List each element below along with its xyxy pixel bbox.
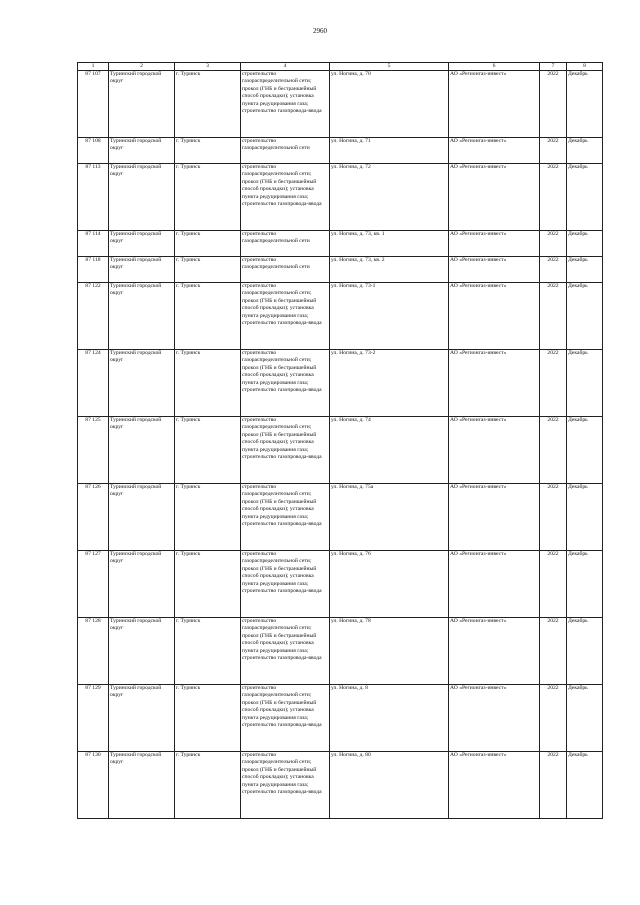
district-name: Туринский городской округ [109, 618, 175, 685]
object-address: ул. Ногина, д. 74 [330, 417, 449, 484]
row-number: 87 107 [78, 71, 109, 138]
settlement-name: г. Туринск [175, 257, 241, 283]
district-name: Туринский городской округ [109, 417, 175, 484]
completion-year: 2022 [540, 685, 567, 752]
completion-month: Декабрь [567, 618, 603, 685]
district-name: Туринский городской округ [109, 484, 175, 551]
completion-year: 2022 [540, 350, 567, 417]
work-description: строительство газораспределительной сети; прокол (ГНБ и бестраншейный способ прокладки); установка пункта редуцирования газа; строительство газопровода-ввода [241, 71, 330, 138]
object-address: ул. Ногина, д. 71 [330, 138, 449, 164]
completion-year: 2022 [540, 484, 567, 551]
column-number: 4 [241, 63, 330, 71]
work-description: строительство газораспределительной сети; прокол (ГНБ и бестраншейный способ прокладки); установка пункта редуцирования газа; строительство газопровода-ввода [241, 618, 330, 685]
executing-organization: АО «Регионгаз-инвест» [449, 551, 540, 618]
district-name: Туринский городской округ [109, 350, 175, 417]
settlement-name: г. Туринск [175, 71, 241, 138]
work-description: строительство газораспределительной сети; прокол (ГНБ и бестраншейный способ прокладки); установка пункта редуцирования газа; строительство газопровода-ввода [241, 484, 330, 551]
object-address: ул. Ногина, д. 73, кв. 2 [330, 257, 449, 283]
column-number: 6 [449, 63, 540, 71]
executing-organization: АО «Регионгаз-инвест» [449, 685, 540, 752]
column-number: 7 [540, 63, 567, 71]
settlement-name: г. Туринск [175, 350, 241, 417]
executing-organization: АО «Регионгаз-инвест» [449, 618, 540, 685]
table-row [78, 71, 603, 138]
object-address: ул. Ногина, д. 80 [330, 752, 449, 819]
row-number: 87 128 [78, 618, 109, 685]
completion-month: Декабрь [567, 71, 603, 138]
executing-organization: АО «Регионгаз-инвест» [449, 350, 540, 417]
object-address: ул. Ногина, д. 72 [330, 164, 449, 231]
district-name: Туринский городской округ [109, 551, 175, 618]
row-number: 87 108 [78, 138, 109, 164]
work-description: строительство газораспределительной сети; прокол (ГНБ и бестраншейный способ прокладки); установка пункта редуцирования газа; строительство газопровода-ввода [241, 164, 330, 231]
row-number: 87 127 [78, 551, 109, 618]
settlement-name: г. Туринск [175, 484, 241, 551]
settlement-name: г. Туринск [175, 752, 241, 819]
executing-organization: АО «Регионгаз-инвест» [449, 71, 540, 138]
district-name: Туринский городской округ [109, 685, 175, 752]
completion-year: 2022 [540, 71, 567, 138]
table-row [78, 138, 603, 164]
row-number: 87 125 [78, 417, 109, 484]
completion-month: Декабрь [567, 752, 603, 819]
completion-year: 2022 [540, 752, 567, 819]
row-number: 87 129 [78, 685, 109, 752]
work-description: строительство газораспределительной сети; прокол (ГНБ и бестраншейный способ прокладки); установка пункта редуцирования газа; строительство газопровода-ввода [241, 551, 330, 618]
executing-organization: АО «Регионгаз-инвест» [449, 257, 540, 283]
object-address: ул. Ногина, д. 76 [330, 551, 449, 618]
object-address: ул. Ногина, д. 73-2 [330, 350, 449, 417]
settlement-name: г. Туринск [175, 551, 241, 618]
object-address: ул. Ногина, д. 73, кв. 1 [330, 231, 449, 257]
completion-year: 2022 [540, 164, 567, 231]
work-description: строительство газораспределительной сети; прокол (ГНБ и бестраншейный способ прокладки); установка пункта редуцирования газа; строительство газопровода-ввода [241, 685, 330, 752]
completion-year: 2022 [540, 257, 567, 283]
completion-month: Декабрь [567, 283, 603, 350]
district-name: Туринский городской округ [109, 231, 175, 257]
district-name: Туринский городской округ [109, 138, 175, 164]
row-number: 87 113 [78, 164, 109, 231]
table-row [78, 551, 603, 618]
executing-organization: АО «Регионгаз-инвест» [449, 752, 540, 819]
object-address: ул. Ногина, д. 70 [330, 71, 449, 138]
completion-year: 2022 [540, 618, 567, 685]
settlement-name: г. Туринск [175, 685, 241, 752]
completion-month: Декабрь [567, 257, 603, 283]
district-name: Туринский городской округ [109, 752, 175, 819]
executing-organization: АО «Регионгаз-инвест» [449, 417, 540, 484]
table-row [78, 164, 603, 231]
completion-month: Декабрь [567, 164, 603, 231]
object-address: ул. Ногина, д. 8 [330, 685, 449, 752]
table-row [78, 231, 603, 257]
executing-organization: АО «Регионгаз-инвест» [449, 231, 540, 257]
completion-month: Декабрь [567, 350, 603, 417]
settlement-name: г. Туринск [175, 618, 241, 685]
object-address: ул. Ногина, д. 75а [330, 484, 449, 551]
column-number: 2 [109, 63, 175, 71]
object-address: ул. Ногина, д. 78 [330, 618, 449, 685]
settlement-name: г. Туринск [175, 231, 241, 257]
table-row [78, 685, 603, 752]
table-row [78, 618, 603, 685]
row-number: 87 122 [78, 283, 109, 350]
table-row [78, 752, 603, 819]
executing-organization: АО «Регионгаз-инвест» [449, 164, 540, 231]
row-number: 87 124 [78, 350, 109, 417]
executing-organization: АО «Регионгаз-инвест» [449, 484, 540, 551]
completion-month: Декабрь [567, 417, 603, 484]
completion-month: Декабрь [567, 138, 603, 164]
row-number: 87 130 [78, 752, 109, 819]
settlement-name: г. Туринск [175, 283, 241, 350]
completion-month: Декабрь [567, 484, 603, 551]
completion-year: 2022 [540, 231, 567, 257]
table-row [78, 350, 603, 417]
work-description: строительство газораспределительной сети; прокол (ГНБ и бестраншейный способ прокладки); установка пункта редуцирования газа; строительство газопровода-ввода [241, 283, 330, 350]
table-row [78, 257, 603, 283]
row-number: 87 114 [78, 231, 109, 257]
work-description: строительство газораспределительной сети; прокол (ГНБ и бестраншейный способ прокладки); установка пункта редуцирования газа; строительство газопровода-ввода [241, 417, 330, 484]
district-name: Туринский городской округ [109, 257, 175, 283]
settlement-name: г. Туринск [175, 417, 241, 484]
completion-month: Декабрь [567, 231, 603, 257]
executing-organization: АО «Регионгаз-инвест» [449, 138, 540, 164]
table-row [78, 484, 603, 551]
gasification-schedule-table [77, 62, 603, 819]
object-address: ул. Ногина, д. 73-1 [330, 283, 449, 350]
work-description: строительство газораспределительной сети [241, 138, 330, 164]
settlement-name: г. Туринск [175, 138, 241, 164]
district-name: Туринский городской округ [109, 71, 175, 138]
work-description: строительство газораспределительной сети [241, 231, 330, 257]
column-number-row [78, 63, 603, 71]
district-name: Туринский городской округ [109, 164, 175, 231]
work-description: строительство газораспределительной сети; прокол (ГНБ и бестраншейный способ прокладки); установка пункта редуцирования газа; строительство газопровода-ввода [241, 350, 330, 417]
column-number: 3 [175, 63, 241, 71]
work-description: строительство газораспределительной сети; прокол (ГНБ и бестраншейный способ прокладки); установка пункта редуцирования газа; строительство газопровода-ввода [241, 752, 330, 819]
work-description: строительство газораспределительной сети [241, 257, 330, 283]
completion-year: 2022 [540, 283, 567, 350]
completion-month: Декабрь [567, 685, 603, 752]
table-row [78, 417, 603, 484]
row-number: 87 118 [78, 257, 109, 283]
settlement-name: г. Туринск [175, 164, 241, 231]
completion-year: 2022 [540, 138, 567, 164]
column-number: 1 [78, 63, 109, 71]
completion-year: 2022 [540, 417, 567, 484]
executing-organization: АО «Регионгаз-инвест» [449, 283, 540, 350]
table-row [78, 283, 603, 350]
column-number: 5 [330, 63, 449, 71]
row-number: 87 126 [78, 484, 109, 551]
page-number: 2960 [313, 27, 327, 35]
completion-year: 2022 [540, 551, 567, 618]
column-number: 8 [567, 63, 603, 71]
district-name: Туринский городской округ [109, 283, 175, 350]
completion-month: Декабрь [567, 551, 603, 618]
